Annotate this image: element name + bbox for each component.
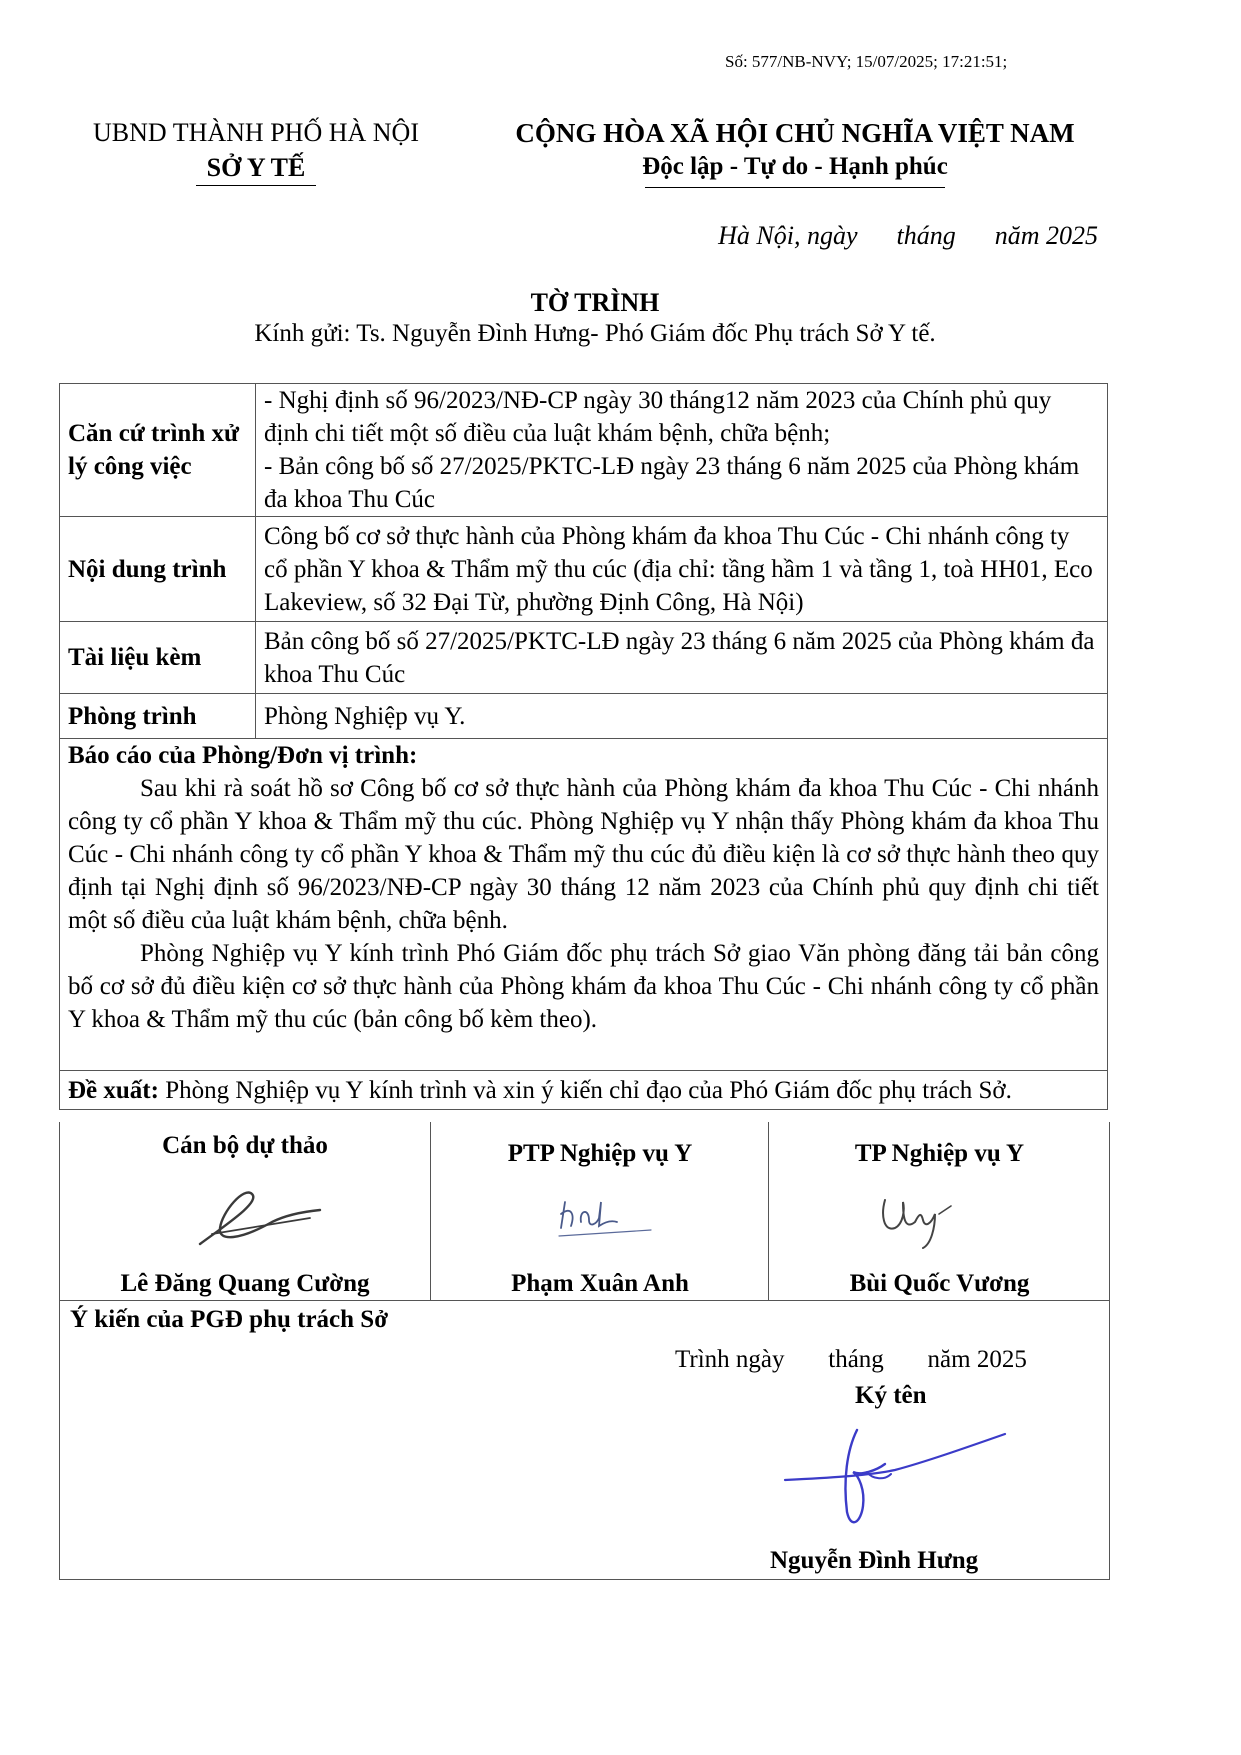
signature-title: PTP Nghiệp vụ Y xyxy=(507,1140,693,1167)
signer-name: Lê Đăng Quang Cường xyxy=(120,1270,370,1297)
document-reference: Số: 577/NB-NVY; 15/07/2025; 17:21:51; xyxy=(725,52,1008,71)
signature-block-drafter xyxy=(60,1122,430,1300)
row-label: Nội dung trình xyxy=(60,517,256,622)
motto-underline xyxy=(645,187,945,188)
approval-section xyxy=(59,1300,1110,1580)
row-label: Căn cứ trình xử lý công việc xyxy=(60,384,256,517)
table-row xyxy=(60,384,1108,517)
sign-label: Ký tên xyxy=(855,1382,927,1409)
approver-name: Nguyễn Đình Hưng xyxy=(770,1547,979,1574)
signature-block-deputy xyxy=(430,1122,769,1300)
row-content xyxy=(256,622,1108,694)
row-line: Bản công bố số 27/2025/PKTC-LĐ ngày 23 tháng 6 năm 2025 của Phòng khám đa khoa Thu Cúc xyxy=(264,627,1095,688)
place-date: Hà Nội, ngày tháng năm 2025 xyxy=(718,221,1098,250)
report-row xyxy=(60,739,1108,1071)
report-cell xyxy=(60,739,1108,1071)
proposal-cell xyxy=(60,1071,1108,1110)
recipient-line: Kính gửi: Ts. Nguyễn Đình Hưng- Phó Giám đốc Phụ trách Sở Y tế. xyxy=(254,320,936,347)
handwritten-signature-icon xyxy=(551,1184,661,1254)
row-label: Phòng trình xyxy=(60,694,256,739)
proposal-text: Phòng Nghiệp vụ Y kính trình và xin ý kiến chỉ đạo của Phó Giám đốc phụ trách Sở. xyxy=(165,1076,1012,1104)
proposal-row xyxy=(60,1071,1108,1110)
signature-title: Cán bộ dự thảo xyxy=(162,1132,328,1159)
national-motto: Độc lập - Tự do - Hạnh phúc xyxy=(642,153,948,180)
row-content xyxy=(256,517,1108,622)
signer-name: Phạm Xuân Anh xyxy=(511,1270,689,1297)
handwritten-signature-icon xyxy=(160,1182,340,1262)
signature-block-head xyxy=(768,1122,1110,1300)
signature-row xyxy=(59,1122,1110,1301)
document-title: TỜ TRÌNH xyxy=(530,288,660,317)
national-title: CỘNG HÒA XÃ HỘI CHỦ NGHĨA VIỆT NAM xyxy=(515,118,1075,148)
approval-title: Ý kiến của PGĐ phụ trách Sở xyxy=(70,1306,389,1333)
row-line: - Nghị định số 96/2023/NĐ-CP ngày 30 tháng12 năm 2023 của Chính phủ quy định chi tiết một số điều của luật khám bệnh, chữa bệnh; xyxy=(264,387,1052,447)
organization-name: UBND THÀNH PHỐ HÀ NỘI xyxy=(93,118,419,147)
row-line: Công bố cơ sở thực hành của Phòng khám đa khoa Thu Cúc - Chi nhánh công ty cổ phần Y khoa & Thẩm mỹ thu cúc (địa chỉ: tầng hầm 1 và tầng 1, toà HH01, Eco Lakeview, số 32 Đại Từ, phường Định Công, Hà Nội) xyxy=(264,522,1093,616)
table-row xyxy=(60,694,1108,739)
handwritten-signature-icon xyxy=(765,1420,1015,1545)
row-line: - Bản công bố số 27/2025/PKTC-LĐ ngày 23 tháng 6 năm 2025 của Phòng khám đa khoa Thu Cúc xyxy=(264,453,1080,513)
report-heading: Báo cáo của Phòng/Đơn vị trình: xyxy=(68,742,418,769)
report-paragraph: Phòng Nghiệp vụ Y kính trình Phó Giám đốc phụ trách Sở giao Văn phòng đăng tải bản công bố cơ sở đủ điều kiện cơ sở thực hành của Phòng khám đa khoa Thu Cúc - Chi nhánh công ty cổ phần Y khoa & Thẩm mỹ thu cúc (bản công bố kèm theo). xyxy=(68,940,1099,1033)
row-label: Tài liệu kèm xyxy=(60,622,256,694)
handwritten-signature-icon xyxy=(869,1184,989,1254)
table-row xyxy=(60,622,1108,694)
approval-date-line: Trình ngày tháng năm 2025 xyxy=(675,1346,1027,1373)
row-content xyxy=(256,694,1108,739)
department-name: SỞ Y TẾ xyxy=(206,153,306,182)
signature-title: TP Nghiệp vụ Y xyxy=(854,1140,1025,1167)
proposal-label: Đề xuất: xyxy=(68,1076,159,1104)
report-paragraph: Sau khi rà soát hồ sơ Công bố cơ sở thực hành của Phòng khám đa khoa Thu Cúc - Chi nhánh công ty cổ phần Y khoa & Thẩm mỹ thu cúc. Phòng Nghiệp vụ Y nhận thấy Phòng khám đa khoa Thu Cúc - Chi nhánh công ty cổ phần Y khoa & Thẩm mỹ thu cúc đủ điều kiện là cơ sở thực hành theo quy định tại Nghị định số 96/2023/NĐ-CP ngày 30 tháng 12 năm 2023 của Chính phủ quy định chi tiết một số điều của luật khám bệnh, chữa bệnh. xyxy=(68,775,1099,934)
row-content xyxy=(256,384,1108,517)
table-row xyxy=(60,517,1108,622)
org-underline xyxy=(196,185,316,186)
row-line: Phòng Nghiệp vụ Y. xyxy=(264,702,466,730)
submission-table xyxy=(59,383,1108,1110)
signer-name: Bùi Quốc Vương xyxy=(849,1270,1030,1297)
